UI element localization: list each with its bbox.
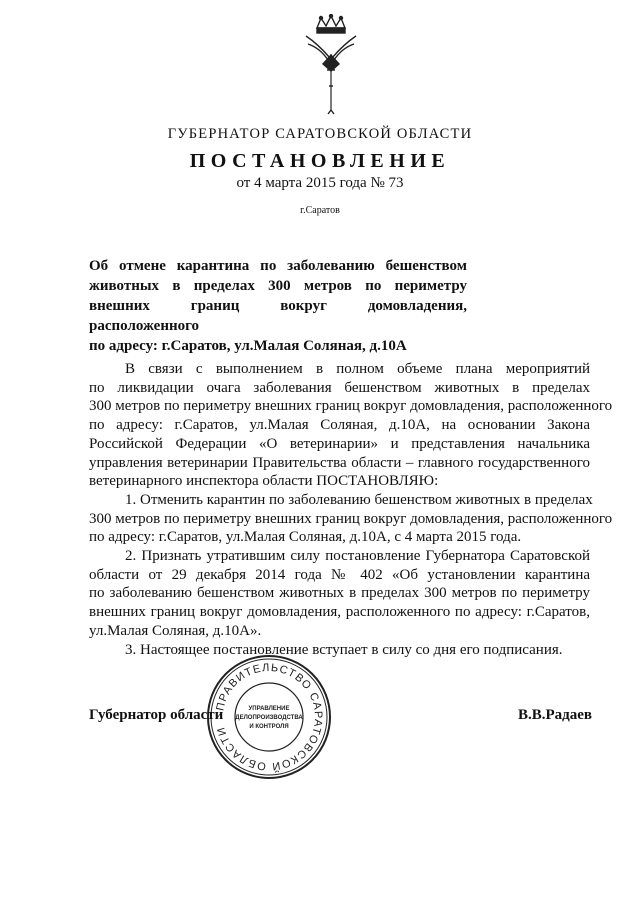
document-body bbox=[89, 360, 613, 659]
signature-title: Губернатор области bbox=[89, 707, 224, 723]
body-line: 300 метров по периметру внешних границ вокруг домовладения, расположенного bbox=[89, 398, 613, 415]
body-line: области от 29 декабря 2014 года № 402 «Об установлении карантина bbox=[89, 566, 590, 583]
subject-line: Об отмене карантина по заболеванию бешенством bbox=[89, 258, 467, 274]
body-line: ветеринарного инспектора области ПОСТАНОВЛЯЮ: bbox=[89, 473, 439, 490]
svg-text:ПРАВИТЕЛЬСТВО САРАТОВСКОЙ ОБЛА: ПРАВИТЕЛЬСТВО САРАТОВСКОЙ ОБЛАСТИ bbox=[214, 661, 325, 773]
svg-text:И КОНТРОЛЯ: И КОНТРОЛЯ bbox=[249, 724, 289, 730]
body-line: по заболеванию бешенством животных в пределах 300 метров по периметру bbox=[89, 585, 590, 602]
body-line: 3. Настоящее постановление вступает в силу со дня его подписания. bbox=[125, 641, 563, 658]
issuing-authority: ГУБЕРНАТОР САРАТОВСКОЙ ОБЛАСТИ bbox=[167, 126, 473, 142]
body-line: В связи с выполнением в полном объеме плана мероприятий bbox=[125, 361, 590, 377]
coat-of-arms-icon bbox=[300, 14, 362, 116]
preamble-paragraph bbox=[89, 360, 613, 491]
svg-text:УПРАВЛЕНИЕ: УПРАВЛЕНИЕ bbox=[248, 706, 290, 712]
body-line: по ликвидации очага заболевания бешенством животных в пределах bbox=[89, 379, 590, 396]
item-1-paragraph bbox=[89, 491, 613, 547]
document-city: г.Саратов bbox=[300, 205, 340, 216]
body-line: 2. Признать утратившим силу постановление Губернатора Саратовской bbox=[125, 548, 590, 565]
body-line: внешних границ вокруг домовладения, расположенного по адресу: г.Саратов, bbox=[89, 604, 590, 621]
official-seal-stamp bbox=[205, 653, 333, 781]
svg-text:ДЕЛОПРОИЗВОДСТВА: ДЕЛОПРОИЗВОДСТВА bbox=[235, 715, 303, 721]
body-line: ул.Малая Соляная, д.10А». bbox=[89, 622, 262, 639]
body-line: Российской Федерации «О ветеринарии» и представления начальника bbox=[89, 435, 590, 452]
signature-name: В.В.Радаев bbox=[518, 707, 593, 723]
body-line: 1. Отменить карантин по заболеванию бешенством животных в пределах bbox=[125, 491, 593, 508]
body-line: по адресу: г.Саратов, ул.Малая Соляная, д.10А, с 4 марта 2015 года. bbox=[89, 529, 522, 546]
item-2-paragraph bbox=[89, 547, 590, 641]
body-line: по адресу: г.Саратов, ул.Малая Соляная, д.10А, на основании Закона bbox=[89, 417, 590, 434]
item-3-paragraph bbox=[89, 641, 590, 660]
subject-line: по адресу: г.Саратов, ул.Малая Соляная, д.10А bbox=[89, 338, 407, 354]
subject-line: внешних границ вокруг домовладения, расположенного bbox=[89, 298, 467, 334]
body-line: 300 метров по периметру внешних границ вокруг домовладения, расположенного bbox=[89, 510, 613, 527]
subject-line: животных в пределах 300 метров по периметру bbox=[89, 278, 467, 294]
body-line: управления ветеринарии Правительства области – главного государственного bbox=[89, 454, 590, 471]
document-subject bbox=[89, 256, 467, 356]
document-type-title: ПОСТАНОВЛЕНИЕ bbox=[189, 150, 451, 172]
document-date-number: от 4 марта 2015 года № 73 bbox=[236, 175, 404, 191]
